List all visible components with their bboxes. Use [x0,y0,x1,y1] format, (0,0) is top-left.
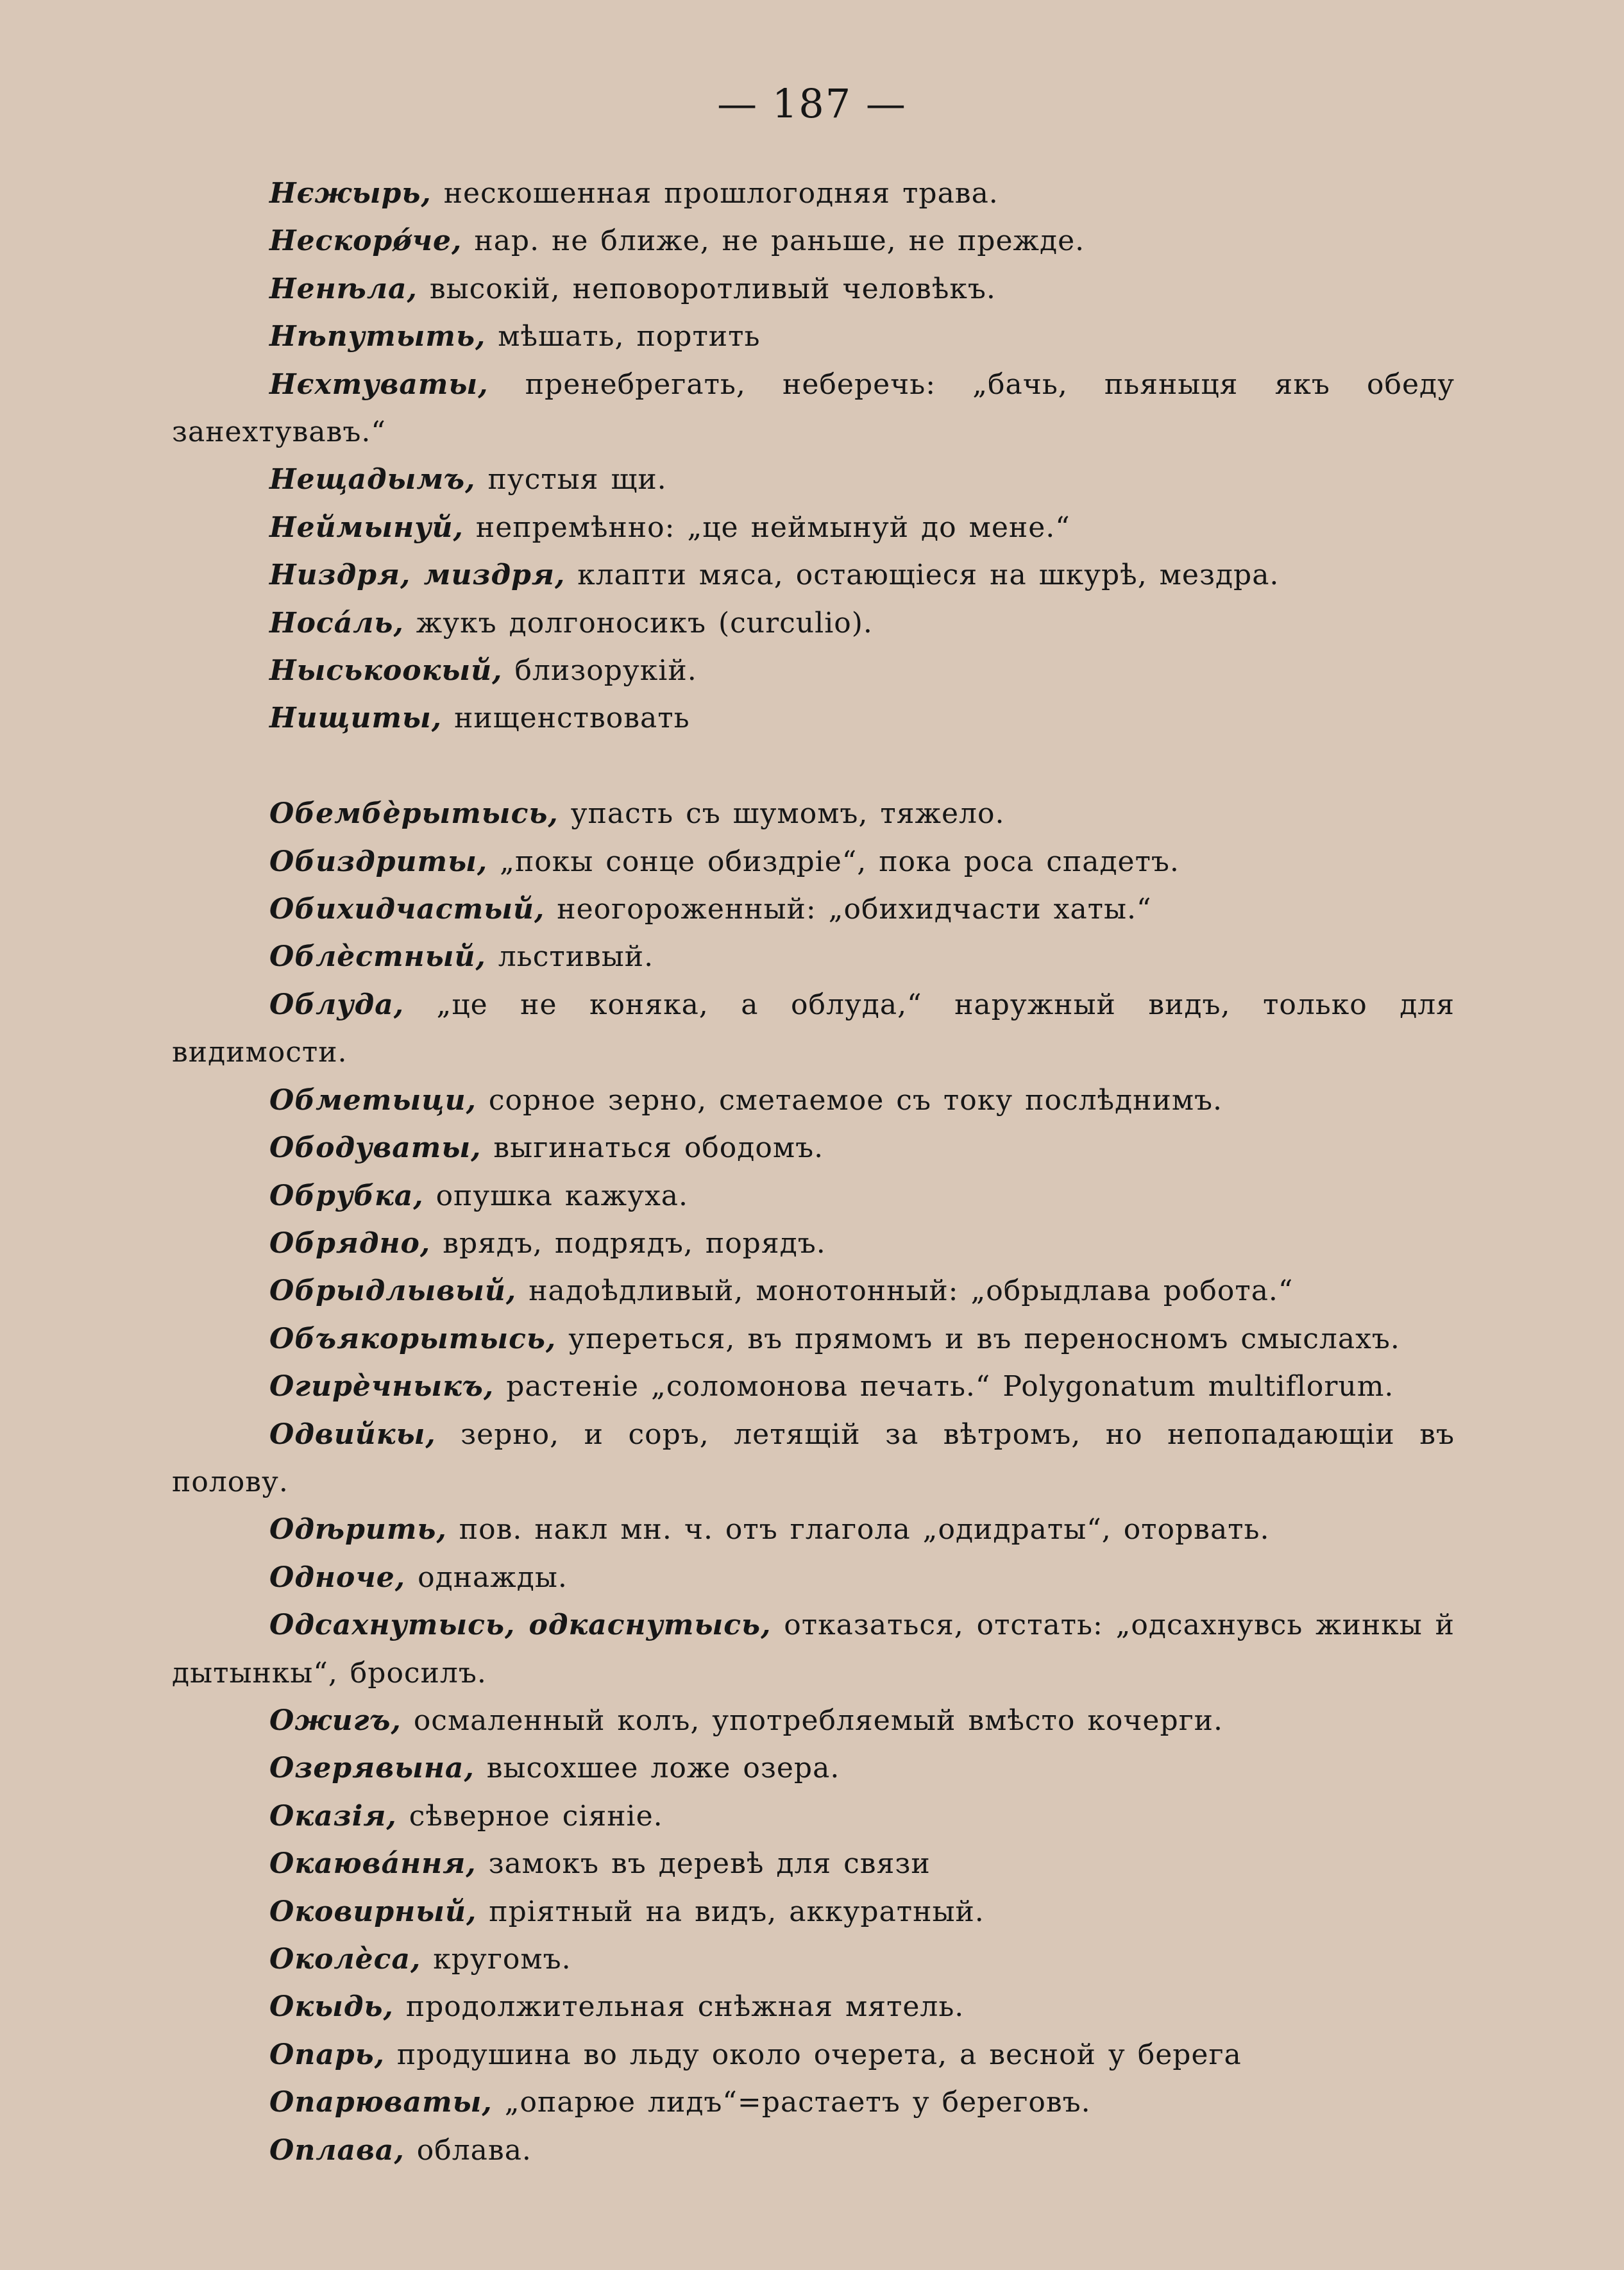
entry-headword: Ободуваты, [269,1131,482,1165]
entry-definition: замокъ въ деревѣ для связи [476,1847,931,1881]
entry-definition: высохшее ложе озера. [474,1752,840,1785]
entry-definition: пріятный на видъ, аккуратный. [477,1895,985,1928]
entry-definition: „це не коняка, а облуда,“ наружный видъ, только для видимости. [172,988,1455,1069]
entry-definition: сѣверное сіяніе. [396,1799,663,1833]
entry-headword: Обембѐрытысь, [269,797,559,831]
entry-headword: Обрубка, [269,1179,424,1212]
entry-headword: Обметыци, [269,1083,477,1117]
dictionary-entry [172,1173,1455,1220]
entry-definition: „покы сонце обиздріе“, пока роса спадетъ. [487,845,1180,878]
entry-headword: Ныськоокый, [269,654,503,688]
dictionary-entry [172,504,1455,552]
entry-definition: пустыя щи. [475,463,667,496]
entry-definition: мѣшать, портить [486,320,761,353]
entry-headword: Одсахнутысь, одкаснутысь, [269,1609,772,1642]
entry-headword: Обрядно, [269,1226,431,1260]
dictionary-entry [172,170,1455,217]
dictionary-entry [172,2127,1455,2174]
entry-definition: клапти мяса, остающіеся на шкурѣ, мездра. [565,559,1280,592]
entry-definition: жукъ долгоносикъ (curculio). [403,606,873,639]
dictionary-entry [172,695,1455,742]
entry-definition: растеніе „соломонова печать.“ Polygonatum multiflorum. [494,1370,1394,1403]
entry-headword: Обихидчастый, [269,893,545,926]
dictionary-entry [172,790,1455,838]
dictionary-entry [172,313,1455,360]
dictionary-entry [172,1793,1455,1840]
dictionary-entry [172,1602,1455,1697]
entry-group-o [172,790,1455,2174]
entry-definition: выгинаться ободомъ. [481,1131,824,1165]
entry-headword: Нескорǿче, [269,224,462,258]
dictionary-entry [172,1267,1455,1315]
entry-definition: облава. [404,2133,532,2167]
dictionary-entry [172,552,1455,599]
entry-definition: упереться, въ прямомъ и въ переносномъ смыслахъ. [556,1322,1400,1355]
entry-headword: Ожигъ, [269,1704,402,1737]
dictionary-entry [172,1554,1455,1602]
dictionary-entry [172,1745,1455,1792]
dictionary-entry [172,1936,1455,1983]
entry-definition: продолжительная снѣжная мятель. [393,1990,965,2024]
entry-headword: Облѐстный, [269,940,486,974]
dictionary-entry [172,838,1455,886]
entry-definition: сорное зерно, сметаемое съ току послѣднимъ. [476,1083,1223,1117]
entry-definition: высокій, неповоротливый человѣкъ. [417,272,996,305]
dictionary-entry [172,266,1455,313]
entry-headword: Одѣрить, [269,1513,447,1546]
entry-definition: близорукій. [502,654,697,688]
entry-headword: Нещадымъ, [269,463,476,496]
section-gap [172,743,1455,790]
entry-definition: однажды. [405,1561,568,1594]
dictionary-entry [172,1888,1455,1936]
entry-definition: отказаться, отстать: „одсахнувсь жинкы й дытынкы“, бросилъ. [172,1609,1455,1690]
entry-headword: Окаювáння, [269,1847,477,1881]
entry-headword: Обрыдлывый, [269,1275,517,1308]
entry-headword: Околѐса, [269,1943,421,1976]
dictionary-entry [172,1983,1455,2031]
entry-headword: Нищиты, [269,702,443,735]
entry-headword: Нєхтуваты, [269,368,489,401]
entry-headword: Оказія, [269,1799,397,1833]
entry-definition: надоѣдливый, монотонный: „обрыдлава робота.“ [516,1275,1294,1308]
entry-group-n [172,170,1455,743]
entry-definition: пов. накл мн. ч. отъ глагола „одидраты“, оторвать. [446,1513,1270,1546]
dictionary-entry [172,361,1455,457]
entry-headword: Опарь, [269,2038,385,2071]
dictionary-entry [172,1220,1455,1267]
entry-definition: нищенствовать [442,702,690,735]
entry-headword: Оплава, [269,2133,405,2167]
entry-headword: Обиздриты, [269,845,488,878]
entry-definition: „опарюе лидъ“=растаетъ у береговъ. [492,2086,1091,2119]
entry-definition: врядъ, подрядъ, порядъ. [430,1226,826,1260]
dictionary-entry [172,933,1455,981]
entry-headword: Окыдь, [269,1990,394,2024]
dictionary-entry [172,1506,1455,1554]
dictionary-entry [172,1124,1455,1172]
entry-headword: Огирѐчныкъ, [269,1370,495,1403]
entry-definition: льстивый. [486,940,654,974]
entry-definition: осмаленный колъ, употребляемый вмѣсто кочерги. [401,1704,1223,1737]
entry-headword: Неймынуй, [269,511,464,544]
entry-headword: Объякорытысь, [269,1322,557,1355]
entry-definition: нескошенная прошлогодняя трава. [431,177,999,210]
dictionary-entry [172,217,1455,265]
dictionary-entry [172,600,1455,647]
entry-definition: упасть съ шумомъ, тяжело. [558,797,1005,831]
dictionary-entry [172,456,1455,504]
entry-definition: непремѣнно: „це неймынуй до мене.“ [463,511,1070,544]
dictionary-entry [172,1840,1455,1888]
entry-headword: Нѣпутыть, [269,320,486,353]
dictionary-entry [172,647,1455,695]
entry-headword: Облуда, [269,988,405,1021]
dictionary-entry [172,886,1455,933]
dictionary-entry [172,981,1455,1077]
entry-headword: Носáль, [269,606,404,639]
dictionary-entries [172,170,1455,2174]
dictionary-entry [172,1363,1455,1410]
dictionary-entry [172,1411,1455,1507]
entry-headword: Озерявына, [269,1752,475,1785]
entry-definition: пренебрегать, неберечь: „бачь, пьяныця якъ обеду занехтувавъ.“ [172,368,1455,449]
entry-definition: неогороженный: „обихидчасти хаты.“ [545,893,1152,926]
entry-headword: Оковирный, [269,1895,477,1928]
entry-definition: зерно, и соръ, летящій за вѣтромъ, но непопадающіи въ полову. [172,1418,1455,1498]
entry-definition: кругомъ. [421,1943,571,1976]
entry-definition: опушка кажуха. [423,1179,689,1212]
entry-definition: нар. не ближе, не раньше, не прежде. [462,224,1085,258]
entry-headword: Одвийкы, [269,1418,436,1451]
entry-headword: Опарюваты, [269,2086,493,2119]
dictionary-entry [172,2031,1455,2079]
dictionary-entry [172,1316,1455,1363]
dictionary-entry [172,1697,1455,1745]
entry-headword: Низдря, миздря, [269,559,566,592]
dictionary-entry [172,1077,1455,1124]
entry-definition: продушина во льду около очерета, а весной у берега [384,2038,1242,2071]
page-number: — 187 — [717,80,907,127]
entry-headword: Нєжырь, [269,177,432,210]
entry-headword: Одноче, [269,1561,406,1594]
entry-headword: Ненѣла, [269,272,418,305]
dictionary-entry [172,2079,1455,2126]
